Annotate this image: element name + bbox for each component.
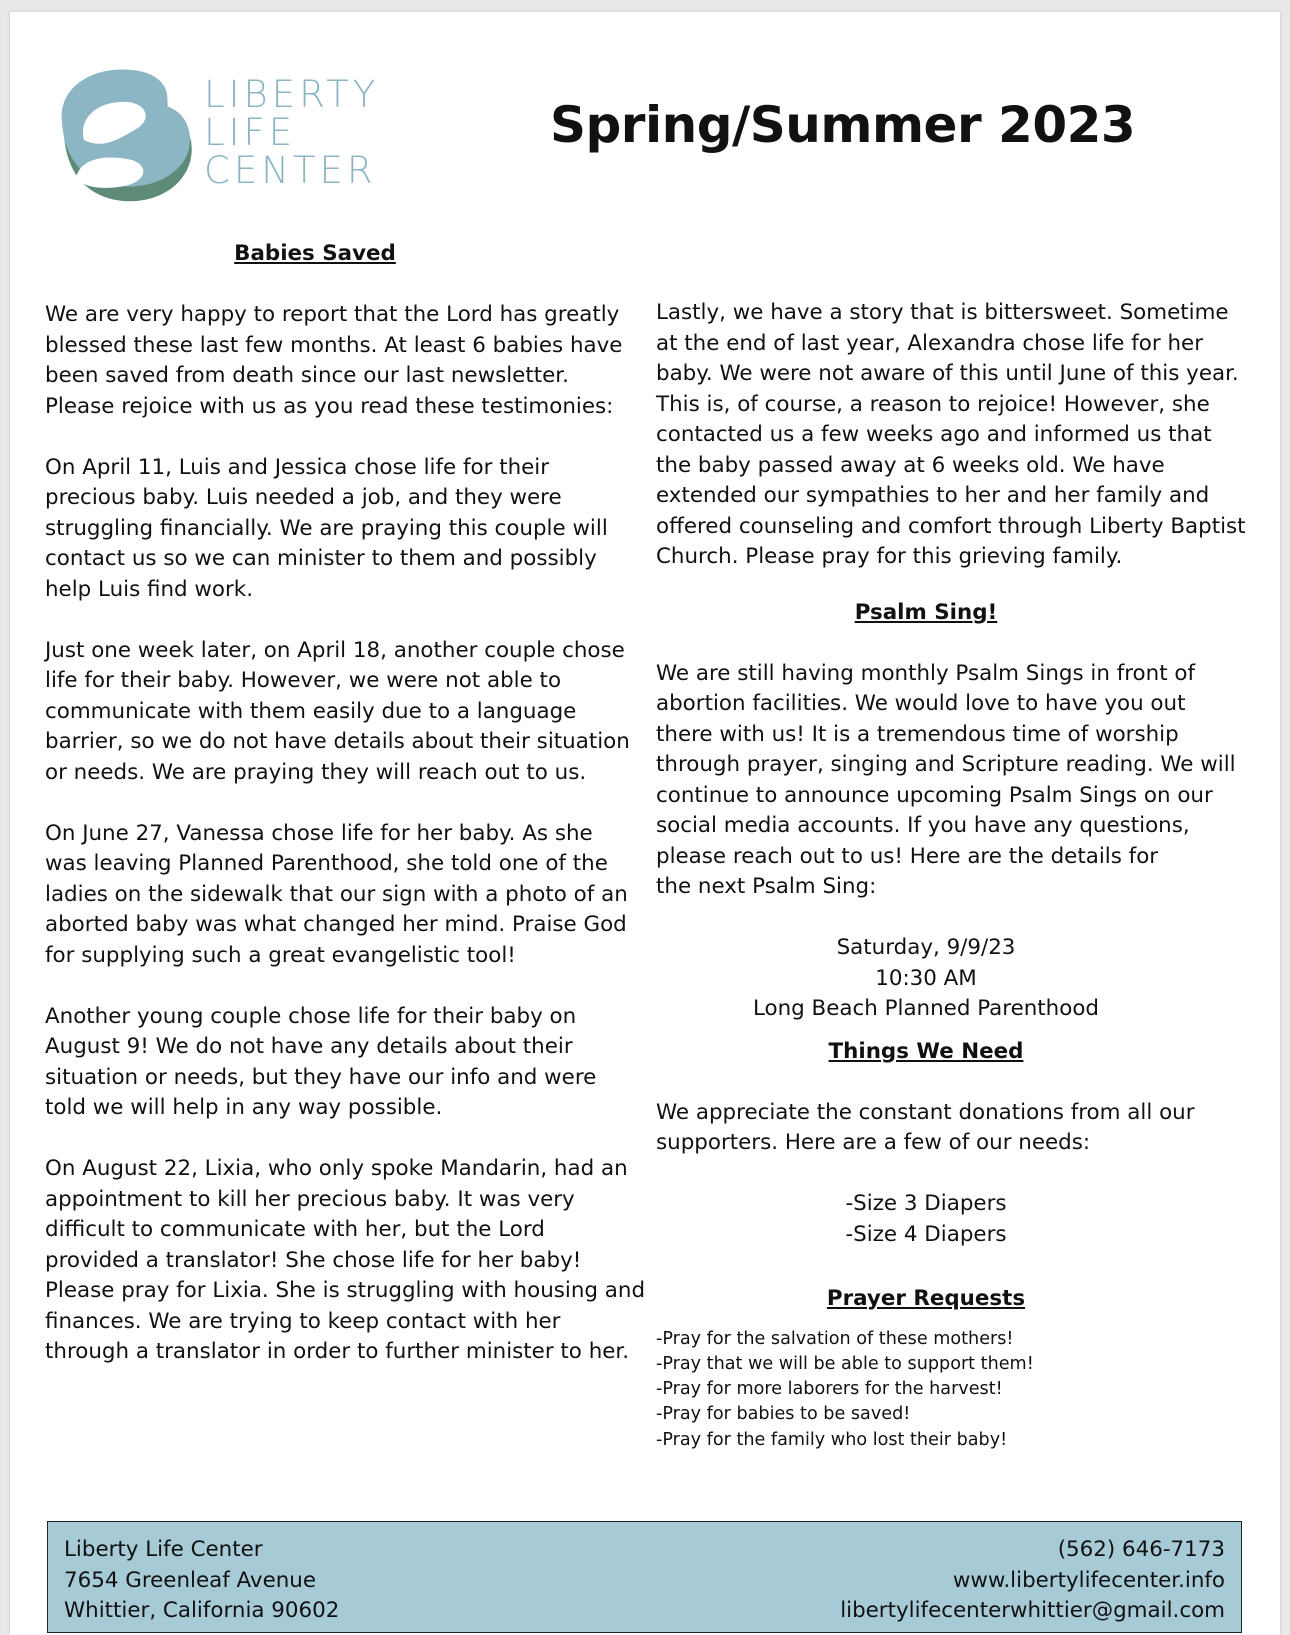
text-line: life for their baby. However, we were not able to xyxy=(45,668,562,693)
text-line: blessed these last few months. At least 6 babies have xyxy=(45,332,623,358)
text-line: social media accounts. If you have any questions, xyxy=(656,813,1190,838)
text-line: aborted baby was what changed her mind. Praise God xyxy=(45,912,627,937)
psalm-sing-event xyxy=(656,933,1196,1025)
text-line: On June 27, Vanessa chose life for her baby. As she xyxy=(45,820,593,846)
text-line: August 9! We do not have any details about their xyxy=(45,1034,573,1059)
text-line: told we will help in any way possible. xyxy=(45,1095,443,1120)
right-column xyxy=(656,298,1246,1453)
newsletter-page xyxy=(10,12,1280,1635)
testimony-paragraph xyxy=(45,636,630,789)
text-line: We appreciate the constant donations from all our xyxy=(656,1099,1195,1125)
text-line: We are very happy to report that the Lord has greatly xyxy=(45,302,620,327)
event-detail: Long Beach Planned Parenthood xyxy=(752,996,1099,1021)
text-line: On April 11, Luis and Jessica chose life for their xyxy=(45,454,550,480)
text-line: situation or needs, but they have our info and were xyxy=(45,1064,597,1090)
logo-mark-icon xyxy=(54,62,204,212)
website-link[interactable]: www.libertylifecenter.info xyxy=(952,1567,1225,1593)
text-line: barrier, so we do not have details about their situation xyxy=(45,729,630,754)
text-line: offered counseling and comfort through Liberty Baptist xyxy=(656,513,1246,539)
babies-saved-paragraphs xyxy=(45,300,646,1368)
need-item: -Size 4 Diapers xyxy=(845,1221,1007,1247)
psalm-sing-text xyxy=(656,659,1246,903)
text-line: finances. We are trying to keep contact with her xyxy=(45,1308,561,1334)
liberty-life-center-logo xyxy=(54,62,414,217)
text-line: communicate with them easily due to a language xyxy=(45,698,577,724)
text-line: struggling financially. We are praying this couple will xyxy=(45,515,608,541)
bittersweet-story xyxy=(656,298,1246,573)
text-line: Please rejoice with us as you read these testimonies: xyxy=(45,393,614,419)
text-line: baby. We were not aware of this until June of this year. xyxy=(656,361,1239,386)
testimony-paragraph xyxy=(45,300,623,422)
text-line: for supplying such a great evangelistic tool! xyxy=(45,942,516,968)
text-line: please reach out to us! Here are the details for xyxy=(656,843,1159,869)
text-line: precious baby. Luis needed a job, and they were xyxy=(45,485,562,510)
text-line: This is, of course, a reason to rejoice! However, she xyxy=(656,391,1210,417)
footer-address xyxy=(64,1535,339,1627)
text-line: Just one week later, on April 18, another couple chose xyxy=(45,637,625,663)
text-line: through prayer, singing and Scripture reading. We will xyxy=(656,752,1236,777)
text-line: We are still having monthly Psalm Sings in front of xyxy=(656,660,1195,686)
babies-saved-heading: Babies Saved xyxy=(234,241,396,266)
prayer-item: -Pray for babies to be saved! xyxy=(656,1404,911,1425)
event-detail: 10:30 AM xyxy=(875,965,977,991)
text-line: been saved from death since our last newsletter. xyxy=(45,363,569,388)
text-line: contacted us a few weeks ago and informed us that xyxy=(656,422,1212,447)
text-line: or needs. We are praying they will reach out to us. xyxy=(45,759,587,785)
newsletter-title: Spring/Summer 2023 xyxy=(550,96,1136,154)
text-line: ladies on the sidewalk that our sign with a photo of an xyxy=(45,881,628,907)
babies-saved-column xyxy=(45,239,646,1368)
text-line: provided a translator! She chose life for her baby! xyxy=(45,1247,582,1273)
testimony-paragraph xyxy=(45,453,620,606)
testimony-paragraph xyxy=(45,1002,620,1124)
text-line: at the end of last year, Alexandra chose life for her xyxy=(656,330,1203,356)
text-line: supporters. Here are a few of our needs: xyxy=(656,1130,1091,1155)
prayer-item: -Pray that we will be able to support them! xyxy=(656,1353,1034,1374)
event-detail: Saturday, 9/9/23 xyxy=(836,935,1016,960)
logo-line: CENTER xyxy=(204,149,377,192)
email-link[interactable]: libertylifecenterwhittier@gmail.com xyxy=(840,1598,1225,1623)
text-line: continue to announce upcoming Psalm Sings on our xyxy=(656,782,1213,808)
city-address: Whittier, California 90602 xyxy=(64,1598,340,1623)
prayer-requests-list xyxy=(656,1327,1246,1453)
text-line: Lastly, we have a story that is bittersweet. Sometime xyxy=(656,300,1229,325)
prayer-item: -Pray for the salvation of these mothers! xyxy=(656,1328,1014,1349)
logo-line: LIFE xyxy=(204,111,297,154)
text-line: help Luis find work. xyxy=(45,576,253,602)
footer-contact xyxy=(840,1535,1225,1627)
text-line: the baby passed away at 6 weeks old. We have xyxy=(656,452,1165,478)
text-line: Church. Please pray for this grieving family. xyxy=(656,544,1123,569)
text-line: appointment to kill her precious baby. It was very xyxy=(45,1186,575,1212)
logo-line: LIBERTY xyxy=(204,73,380,116)
phone-number: (562) 646-7173 xyxy=(1057,1537,1225,1562)
text-line: through a translator in order to further minister to her. xyxy=(45,1339,630,1364)
text-line: contact us so we can minister to them and possibly xyxy=(45,546,597,571)
org-name: Liberty Life Center xyxy=(64,1537,263,1562)
text-line: the next Psalm Sing: xyxy=(656,874,877,899)
prayer-item: -Pray for the family who lost their baby! xyxy=(656,1429,1008,1450)
text-line: Please pray for Lixia. She is struggling with housing and xyxy=(45,1278,646,1303)
prayer-requests-heading: Prayer Requests xyxy=(826,1286,1026,1311)
testimony-paragraph xyxy=(45,819,628,972)
text-line: extended our sympathies to her and her family and xyxy=(656,483,1210,508)
prayer-item: -Pray for more laborers for the harvest! xyxy=(656,1379,1003,1400)
logo-text xyxy=(204,73,380,192)
testimony-paragraph xyxy=(45,1154,646,1368)
text-line: was leaving Planned Parenthood, she told one of the xyxy=(45,851,608,876)
text-line: abortion facilities. We would love to have you out xyxy=(656,691,1186,716)
need-item: -Size 3 Diapers xyxy=(845,1191,1007,1216)
psalm-sing-heading: Psalm Sing! xyxy=(854,599,998,625)
text-line: On August 22, Lixia, who only spoke Mandarin, had an xyxy=(45,1156,628,1181)
needs-list xyxy=(656,1189,1196,1250)
things-we-need-heading: Things We Need xyxy=(828,1038,1024,1064)
contact-footer xyxy=(47,1521,1242,1633)
street-address: 7654 Greenleaf Avenue xyxy=(64,1567,317,1593)
things-we-need-text xyxy=(656,1098,1246,1159)
text-line: difficult to communicate with her, but the Lord xyxy=(45,1217,545,1242)
text-line: there with us! It is a tremendous time of worship xyxy=(656,721,1179,747)
text-line: Another young couple chose life for their baby on xyxy=(45,1003,577,1029)
